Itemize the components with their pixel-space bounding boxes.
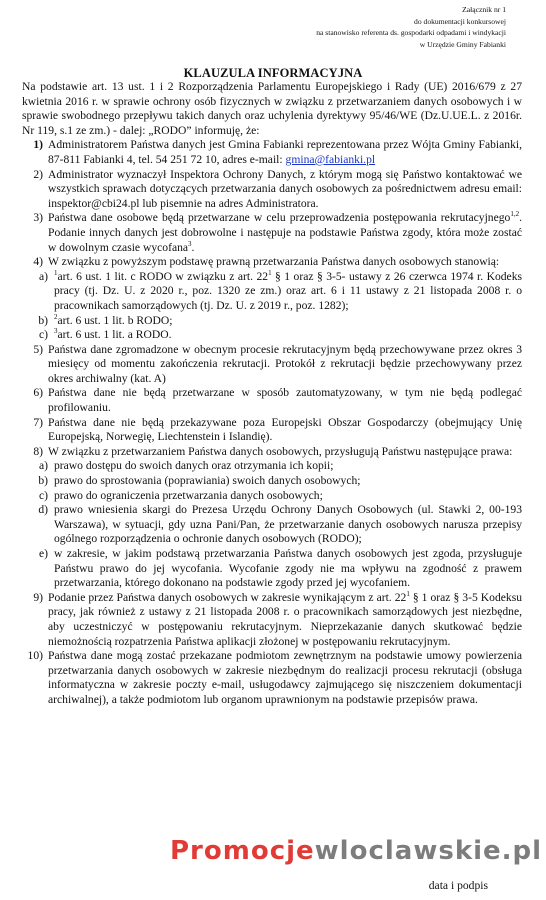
sub-item-letter: e) bbox=[38, 547, 48, 560]
list-item bbox=[22, 445, 522, 460]
item-text: Administrator wyznaczył Inspektora Ochrony Danych, z którym mogą się Państwo kontaktować we wszystkich sprawach dotyczących przetwarzania danych osobowych za pośrednictwem adresu email: inspektor@cbi24.pl lub pisemnie na adres Administratora. bbox=[48, 167, 522, 210]
item-text: W związku z przetwarzaniem Państwa danych osobowych, przysługują Państwu następujące prawa: bbox=[48, 444, 513, 458]
list-item bbox=[22, 211, 522, 255]
sub-item bbox=[22, 328, 522, 343]
document-title: KLAUZULA INFORMACYJNA bbox=[183, 66, 363, 80]
document-body bbox=[22, 80, 522, 708]
attachment-line: do dokumentacji konkursowej bbox=[414, 16, 506, 26]
footnote-marker: 3 bbox=[188, 239, 192, 248]
attachment-line: w Urzędzie Gminy Fabianki bbox=[419, 39, 506, 49]
sub-item-text: prawo do ograniczenia przetwarzania danych osobowych; bbox=[54, 488, 323, 502]
footnote-marker: 1 bbox=[406, 589, 410, 598]
sub-item-letter: a) bbox=[38, 459, 48, 473]
item-text-part: § 1 oraz § 3-5- ustawy z 26 czerwca 1974 r. Kodeks pracy (tj. Dz. U. z 2020 r., poz. 1320 ze zm.) oraz art. 6 i 11 ustawy z 21 listopada 2008 r. o pracownikach samorządowych (tj. Dz. U. z 2019 r., poz. 1282); bbox=[54, 269, 522, 312]
attachment-line: Załącznik nr 1 bbox=[462, 5, 506, 14]
footnote-marker: 2 bbox=[54, 312, 58, 321]
list-item bbox=[22, 343, 522, 387]
sub-item bbox=[22, 270, 522, 314]
item-text bbox=[48, 211, 522, 255]
sub-item-letter: b) bbox=[38, 313, 48, 327]
list-item bbox=[22, 649, 522, 707]
sub-item bbox=[22, 489, 522, 504]
item-number: 10) bbox=[27, 649, 43, 663]
item-text-part: art. 6 ust. 1 lit. b RODO; bbox=[57, 313, 173, 327]
signature-label: data i podpis bbox=[428, 879, 488, 892]
footnote-marker: 1 bbox=[268, 268, 272, 277]
item-text: W związku z powyższym podstawę prawną przetwarzania Państwa danych osobowych stanowią: bbox=[48, 255, 500, 269]
footnote-marker: 3 bbox=[54, 327, 58, 336]
sub-item-letter: d) bbox=[38, 503, 48, 517]
item-number: 9) bbox=[33, 590, 43, 604]
item-text-part: § 1 oraz § 3-5 Kodeksu pracy, jak również z ustawy z 21 listopada 2008 r. o pracownikach samorządowych jest niezbędne, aby uczestniczyć w postępowaniu rekrutacyjnym. Nieprzekazanie danych skutkować będzie niemożnością rozpatrzenia Państwa aplikacji złożonej w postępowaniu rekrutacyjnym. bbox=[48, 590, 522, 648]
sub-item-text bbox=[54, 270, 522, 314]
item-text bbox=[48, 591, 522, 649]
sub-item-text bbox=[54, 328, 522, 343]
footnote-marker: 1 bbox=[54, 268, 58, 277]
sub-item-text bbox=[54, 314, 522, 329]
attachment-note bbox=[206, 4, 506, 50]
sub-item bbox=[22, 547, 522, 591]
sub-item-letter: c) bbox=[38, 488, 48, 502]
list-item bbox=[22, 168, 522, 212]
sub-item-letter: a) bbox=[38, 269, 48, 283]
item-text: Państwa dane zgromadzone w obecnym procesie rekrutacyjnym będą przechowywane przez okres 3 miesięcy od momentu zakończenia rekrutacji. Protokół z rekrutacji będzie przechowywany przez okres archiwalny (kat. A) bbox=[48, 342, 522, 385]
item-number: 6) bbox=[33, 386, 43, 400]
sub-item-letter: b) bbox=[38, 474, 48, 488]
sub-item-letter: c) bbox=[38, 328, 48, 342]
item-text-part: Podanie przez Państwa danych osobowych w zakresie wynikającym z art. 22 bbox=[48, 590, 407, 604]
email-link[interactable]: gmina@fabianki.pl bbox=[285, 152, 376, 166]
item-number: 5) bbox=[33, 342, 43, 356]
item-text: Państwa dane nie będą przekazywane poza Europejski Obszar Gospodarczy (obejmujący Unię Europejską, Norwegię, Liechtenstein i Islandię). bbox=[48, 415, 522, 444]
item-text-part: Państwa dane osobowe będą przetwarzane w celu przeprowadzenia postępowania rekrutacyjnego bbox=[48, 211, 511, 225]
item-number: 7) bbox=[33, 415, 43, 429]
list-item bbox=[22, 138, 522, 167]
list-item bbox=[22, 416, 522, 445]
item-number: 4) bbox=[33, 255, 43, 269]
item-text-part: art. 6 ust. 1 lit. c RODO w związku z art. 22 bbox=[57, 269, 269, 283]
item-text-part: . Podanie innych danych jest dobrowolne i następuje na podstawie Państwa zgody, która może zostać w dowolnym czasie wycofana bbox=[48, 211, 522, 254]
sub-item bbox=[22, 503, 522, 547]
watermark-part: wloclawskie.pl bbox=[314, 836, 543, 866]
attachment-line: na stanowisko referenta ds. gospodarki odpadami i windykacji bbox=[316, 28, 506, 38]
sub-item-text: prawo dostępu do swoich danych oraz otrzymania ich kopii; bbox=[54, 459, 334, 473]
sub-item-text: w zakresie, w jakim podstawą przetwarzania Państwa danych osobowych jest zgoda, przysługuje Państwu prawo do jej wycofania. Wycofanie zgody nie ma wpływu na zgodność z prawem przetwarzania, którego dokonano na podstawie zgody przed jej wycofaniem. bbox=[54, 547, 522, 590]
watermark-part: Promocje bbox=[170, 836, 315, 866]
list-item bbox=[22, 386, 522, 415]
list-item bbox=[22, 255, 522, 270]
item-text-part: . bbox=[191, 240, 195, 254]
sub-item-text: prawo wniesienia skargi do Prezesa Urzędu Ochrony Danych Osobowych (ul. Stawki 2, 00-193 Warszawa), w sytuacji, gdy uzna Pani/Pan, że przetwarzanie danych osobowych narusza przepisy ogólnego rozporządzenia o ochronie danych osobowych (RODO); bbox=[54, 503, 522, 546]
watermark-logo bbox=[170, 836, 542, 866]
item-text bbox=[48, 138, 522, 167]
item-number: 1) bbox=[33, 138, 43, 152]
item-text-part: art. 6 ust. 1 lit. a RODO. bbox=[57, 328, 172, 342]
sub-item bbox=[22, 314, 522, 329]
sub-item bbox=[22, 474, 522, 489]
item-text-part: Administratorem Państwa danych jest Gmina Fabianki reprezentowana przez Wójta Gminy Fabianki, 87-811 Fabianki 4, tel. 54 251 72 10, adres e-mail: bbox=[48, 138, 522, 166]
item-number: 8) bbox=[33, 444, 43, 458]
intro-paragraph: Na podstawie art. 13 ust. 1 i 2 Rozporządzenia Parlamentu Europejskiego i Rady (UE) 2016/679 z 27 kwietnia 2016 r. w sprawie ochrony osób fizycznych w związku z przetwarzaniem danych osobowych i w sprawie swobodnego przepływu takich danych oraz uchylenia dyrektywy 95/46/WE (Dz.U.UE.L. z 2016r. Nr 119, s.1 ze zm.) - dalej: „RODO” informuję, że: bbox=[22, 80, 522, 137]
list-item bbox=[22, 591, 522, 649]
item-number: 2) bbox=[33, 167, 43, 181]
item-text: Państwa dane nie będą przetwarzane w sposób zautomatyzowany, w tym nie będą podlegać profilowaniu. bbox=[48, 386, 522, 415]
item-text: Państwa dane mogą zostać przekazane podmiotom zewnętrznym na podstawie umowy powierzenia przetwarzania danych osobowych w zakresie niezbędnym do realizacji procesu rekrutacji (obsługa informatyczna w zakresie poczty e-mail, usługodawcy zajmującego się niszczeniem dokumentacji archiwalnej), a także podmiotom lub organom uprawnionym na podstawie przepisów prawa. bbox=[48, 649, 522, 706]
item-number: 3) bbox=[33, 211, 43, 225]
sub-item-text: prawo do sprostowania (poprawiania) swoich danych osobowych; bbox=[54, 474, 361, 488]
sub-item bbox=[22, 459, 522, 474]
footnote-marker: 1,2 bbox=[510, 210, 520, 219]
